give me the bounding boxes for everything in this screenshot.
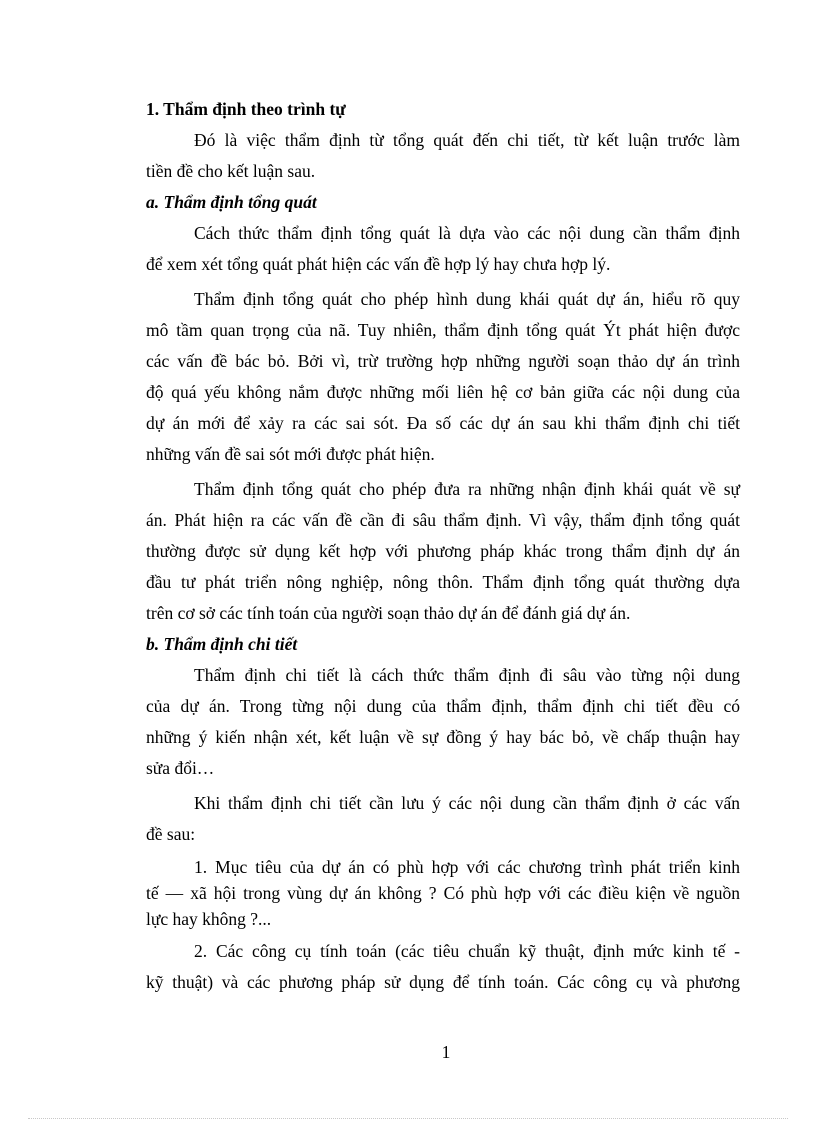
text-line: mô tầm quan trọng của nã. Tuy nhiên, thẩm định tổng quát Ýt phát hiện được [146, 320, 740, 340]
page-number: 1 [441, 1042, 451, 1062]
text-line: những vấn đề sai sót mới được phát hiện. [146, 444, 435, 464]
text-line: tế — xã hội trong vùng dự án không ? Có phù hợp với các điều kiện về nguồn [146, 883, 740, 903]
text-line: dự án mới để xảy ra các sai sót. Đa số các dự án sau khi thẩm định chi tiết [146, 413, 740, 433]
text-line: Đó là việc thẩm định từ tổng quát đến chi tiết, từ kết luận trước làm [194, 130, 740, 150]
text-line: của dự án. Trong từng nội dung của thẩm định, thẩm định chi tiết đều có [146, 696, 740, 716]
subsection-heading-b: b. Thẩm định chi tiết [146, 634, 298, 654]
text-line: độ quá yếu không nắm được những mối liên hệ cơ bản giữa các nội dung của [146, 382, 740, 402]
list-item-1 [146, 854, 740, 932]
section-heading: 1. Thẩm định theo trình tự [146, 99, 346, 119]
text-line: thường được sử dụng kết hợp với phương pháp khác trong thẩm định dự án [146, 541, 740, 561]
text-line: 1. Mục tiêu của dự án có phù hợp với các chương trình phát triển kinh [194, 857, 740, 877]
subsection-heading-a: a. Thẩm định tổng quát [146, 192, 317, 212]
text-line: án. Phát hiện ra các vấn đề cần đi sâu thẩm định. Vì vậy, thẩm định tổng quát [146, 510, 740, 530]
text-line: Thẩm định chi tiết là cách thức thẩm định đi sâu vào từng nội dung [194, 665, 740, 685]
text-line: những ý kiến nhận xét, kết luận về sự đồng ý hay bác bỏ, về chấp thuận hay [146, 727, 740, 747]
paragraph-4 [146, 474, 740, 629]
text-line: Cách thức thẩm định tổng quát là dựa vào các nội dung cần thẩm định [194, 223, 740, 243]
text-line: Thẩm định tổng quát cho phép hình dung khái quát dự án, hiểu rõ quy [194, 289, 740, 309]
paragraph-1 [146, 125, 740, 187]
paragraph-6 [146, 788, 740, 850]
text-line: Thẩm định tổng quát cho phép đưa ra những nhận định khái quát về sự [194, 479, 740, 499]
text-line: kỹ thuật) và các phương pháp sử dụng để tính toán. Các công cụ và phương [146, 972, 740, 992]
list-item-2 [146, 936, 740, 998]
text-line: trên cơ sở các tính toán của người soạn thảo dự án để đánh giá dự án. [146, 603, 631, 623]
text-line: các vấn đề bác bỏ. Bởi vì, trừ trường hợp những người soạn thảo dự án trình [146, 351, 740, 371]
page-bottom-divider [28, 1118, 788, 1119]
paragraph-3 [146, 284, 740, 470]
text-line: tiền đề cho kết luận sau. [146, 161, 316, 181]
text-line: sửa đổi… [146, 758, 215, 778]
paragraph-5 [146, 660, 740, 784]
text-line: đề sau: [146, 824, 196, 844]
text-line: đầu tư phát triển nông nghiệp, nông thôn. Thẩm định tổng quát thường dựa [146, 572, 740, 592]
text-line: để xem xét tổng quát phát hiện các vấn đề hợp lý hay chưa hợp lý. [146, 254, 611, 274]
text-line: lực hay không ?... [146, 909, 272, 929]
text-line: Khi thẩm định chi tiết cần lưu ý các nội dung cần thẩm định ở các vấn [194, 793, 740, 813]
paragraph-2 [146, 218, 740, 280]
document-body [146, 94, 740, 998]
text-line: 2. Các công cụ tính toán (các tiêu chuẩn kỹ thuật, định mức kinh tế - [194, 941, 740, 961]
